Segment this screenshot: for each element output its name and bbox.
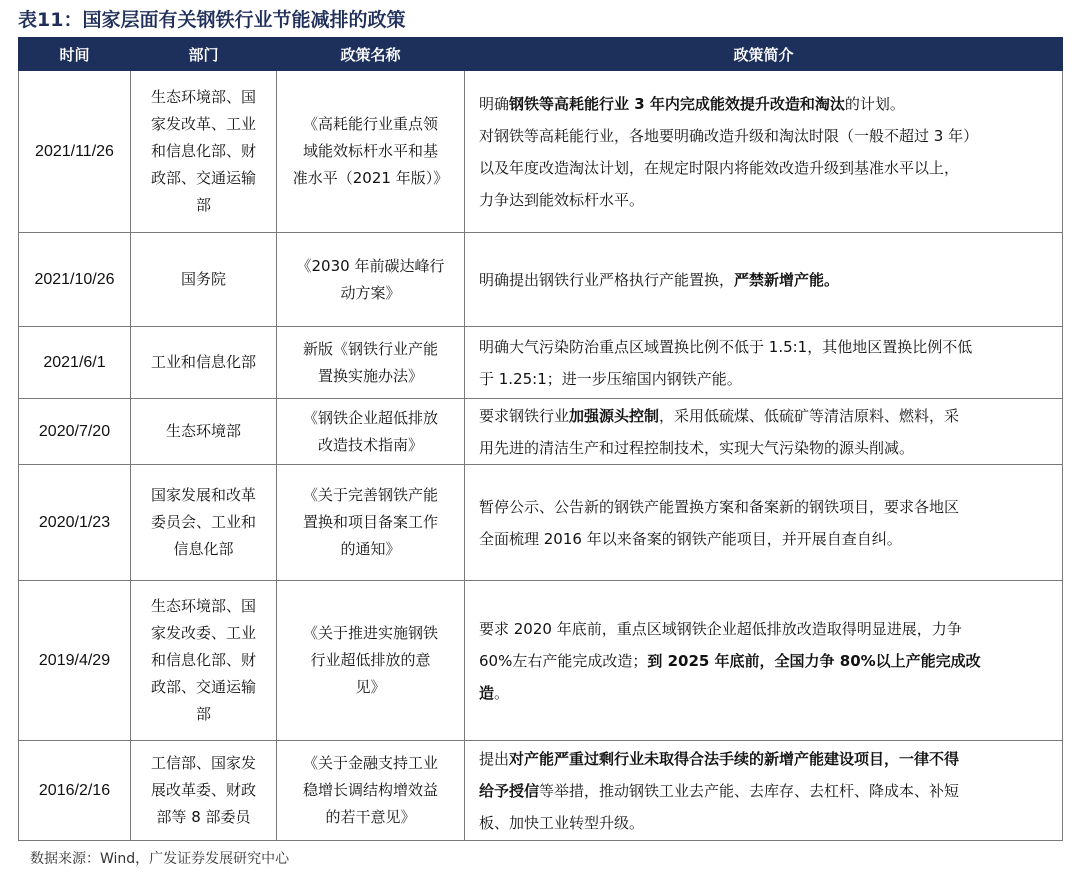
department-line: 生态环境部、国: [150, 88, 256, 106]
cell-policy-name: [277, 399, 465, 465]
department-line: 生态环境部、国: [150, 597, 256, 615]
summary-line: [479, 120, 1050, 152]
summary-line: [479, 677, 1050, 709]
policy-table: [18, 37, 1063, 841]
policy-name-line: 《关于金融支持工业: [302, 754, 438, 772]
summary-line: [479, 491, 1050, 523]
cell-department: [131, 581, 277, 741]
policy-name-line: 置换实施办法》: [317, 366, 423, 385]
policy-name-line: 新版《钢铁行业产能: [302, 339, 438, 358]
header-policy-summary: 政策简介: [465, 38, 1063, 71]
policy-name-line: 的通知》: [340, 540, 401, 558]
cell-date: 2021/6/1: [19, 327, 131, 399]
header-department: 部门: [131, 38, 277, 71]
summary-text: 明确提出钢铁行业严格执行产能置换，: [479, 270, 735, 289]
summary-text: 于 1.25:1；进一步压缩国内钢铁产能。: [479, 369, 742, 388]
summary-line: [479, 775, 1050, 807]
summary-text: 明确: [479, 94, 510, 113]
cell-date: 2021/10/26: [19, 233, 131, 327]
department-line: 部: [195, 705, 211, 723]
department-line: 国务院: [180, 270, 226, 288]
policy-name-line: 《2030 年前碳达峰行: [296, 256, 445, 275]
cell-department: [131, 399, 277, 465]
cell-date: 2020/7/20: [19, 399, 131, 465]
cell-policy-summary: [465, 465, 1063, 581]
summary-text: 暂停公示、公告新的钢铁产能置换方案和备案新的钢铁项目，要求各地区: [479, 497, 960, 516]
policy-name-line: 准水平（2021 年版）》: [292, 169, 449, 187]
cell-policy-name: [277, 465, 465, 581]
cell-date: 2020/1/23: [19, 465, 131, 581]
policy-name-line: 《关于完善钢铁产能: [302, 486, 438, 504]
summary-text: 用先进的清洁生产和过程控制技术，实现大气污染物的源头削减。: [479, 438, 915, 457]
summary-text: 要求 2020 年底前，重点区域钢铁企业超低排放改造取得明显进展，力争: [479, 619, 962, 638]
policy-name-line: 见》: [355, 678, 386, 696]
policy-name-line: 域能效标杆水平和基: [302, 142, 438, 160]
summary-emphasis: 严禁新增产能。: [734, 270, 840, 289]
cell-policy-summary: [465, 399, 1063, 465]
table-row: [19, 71, 1063, 233]
table-row: [19, 465, 1063, 581]
summary-text: 60%左右产能完成改造；: [479, 651, 648, 670]
summary-line: [479, 743, 1050, 775]
summary-text: 的计划。: [844, 94, 905, 113]
cell-policy-name: [277, 71, 465, 233]
header-date: 时间: [19, 38, 131, 71]
summary-line: [479, 184, 1050, 216]
department-line: 家发改委、工业: [150, 624, 256, 642]
department-line: 政部、交通运输: [150, 678, 256, 696]
summary-text: 全面梳理 2016 年以来备案的钢铁产能项目，并开展自查自纠。: [479, 529, 902, 548]
cell-department: [131, 327, 277, 399]
summary-line: [479, 400, 1050, 432]
cell-department: [131, 71, 277, 233]
summary-text: 力争达到能效标杆水平。: [479, 190, 645, 209]
summary-text: 等举措，推动钢铁工业去产能、去库存、去杠杆、降成本、补短: [539, 781, 960, 800]
department-line: 信息化部: [173, 540, 234, 558]
cell-policy-summary: [465, 327, 1063, 399]
table-row: [19, 233, 1063, 327]
cell-policy-summary: [465, 71, 1063, 233]
department-line: 部等 8 部委员: [156, 808, 251, 826]
table-row: [19, 741, 1063, 841]
department-line: 和信息化部、财: [150, 142, 256, 160]
policy-name-line: 《关于推进实施钢铁: [302, 624, 438, 642]
summary-text: 板、加快工业转型升级。: [479, 813, 645, 832]
policy-name-line: 改造技术指南》: [317, 435, 423, 454]
department-line: 生态环境部: [165, 422, 241, 440]
cell-policy-summary: [465, 581, 1063, 741]
cell-policy-name: [277, 327, 465, 399]
summary-line: [479, 88, 1050, 120]
department-line: 展改革委、财政: [150, 781, 256, 799]
policy-name-line: 《高耗能行业重点领: [302, 115, 438, 133]
cell-department: [131, 233, 277, 327]
department-line: 和信息化部、财: [150, 651, 256, 669]
policy-name-line: 《钢铁企业超低排放: [302, 408, 438, 427]
header-policy-name: 政策名称: [277, 38, 465, 71]
summary-text: 明确大气污染防治重点区域置换比例不低于 1.5:1，其他地区置换比例不低: [479, 337, 973, 356]
cell-date: 2019/4/29: [19, 581, 131, 741]
source-note: 数据来源：Wind，广发证券发展研究中心: [30, 851, 290, 867]
summary-line: [479, 363, 1050, 395]
department-line: 工信部、国家发: [150, 754, 256, 772]
department-line: 政部、交通运输: [150, 169, 256, 187]
cell-policy-name: [277, 741, 465, 841]
policy-name-line: 行业超低排放的意: [310, 651, 431, 669]
summary-line: [479, 432, 1050, 464]
department-line: 国家发展和改革: [150, 486, 256, 504]
department-line: 家发改革、工业: [150, 115, 256, 133]
cell-date: 2021/11/26: [19, 71, 131, 233]
cell-policy-name: [277, 233, 465, 327]
cell-date: 2016/2/16: [19, 741, 131, 841]
summary-emphasis: 钢铁等高耗能行业 3 年内完成能效提升改造和淘汰: [509, 94, 845, 113]
summary-text: 以及年度改造淘汰计划，在规定时限内将能效改造升级到基准水平以上，: [479, 158, 960, 177]
cell-policy-name: [277, 581, 465, 741]
summary-emphasis: 给予授信: [479, 781, 540, 800]
policy-name-line: 的若干意见》: [325, 808, 416, 826]
summary-text: 对钢铁等高耗能行业，各地要明确改造升级和淘汰时限（一般不超过 3 年）: [479, 126, 979, 145]
summary-emphasis: 对产能严重过剩行业未取得合法手续的新增产能建设项目，一律不得: [509, 749, 960, 768]
table-title: 表11：国家层面有关钢铁行业节能减排的政策: [18, 9, 406, 31]
cell-policy-summary: [465, 741, 1063, 841]
department-line: 工业和信息化部: [150, 353, 256, 371]
department-line: 部: [195, 196, 211, 214]
summary-emphasis: 加强源头控制: [569, 406, 660, 425]
table-row: [19, 581, 1063, 741]
policy-name-line: 稳增长调结构增效益: [302, 781, 438, 799]
summary-line: [479, 613, 1050, 645]
table-header-row: [19, 38, 1063, 71]
policy-name-line: 置换和项目备案工作: [302, 513, 438, 531]
cell-policy-summary: [465, 233, 1063, 327]
summary-line: [479, 523, 1050, 555]
summary-emphasis: 到 2025 年底前，全国力争 80%以上产能完成改: [647, 651, 981, 670]
summary-text: 提出: [479, 749, 510, 768]
cell-department: [131, 465, 277, 581]
summary-text: 。: [494, 683, 510, 702]
summary-line: [479, 807, 1050, 839]
table-row: [19, 399, 1063, 465]
table-row: [19, 327, 1063, 399]
summary-text: 要求钢铁行业: [479, 406, 570, 425]
policy-name-line: 动方案》: [340, 283, 401, 302]
summary-line: [479, 152, 1050, 184]
summary-text: ，采用低硫煤、低硫矿等清洁原料、燃料，采: [659, 406, 960, 425]
summary-line: [479, 331, 1050, 363]
summary-line: [479, 264, 1050, 296]
cell-department: [131, 741, 277, 841]
summary-emphasis: 造: [479, 683, 495, 702]
summary-line: [479, 645, 1050, 677]
department-line: 委员会、工业和: [150, 513, 256, 531]
